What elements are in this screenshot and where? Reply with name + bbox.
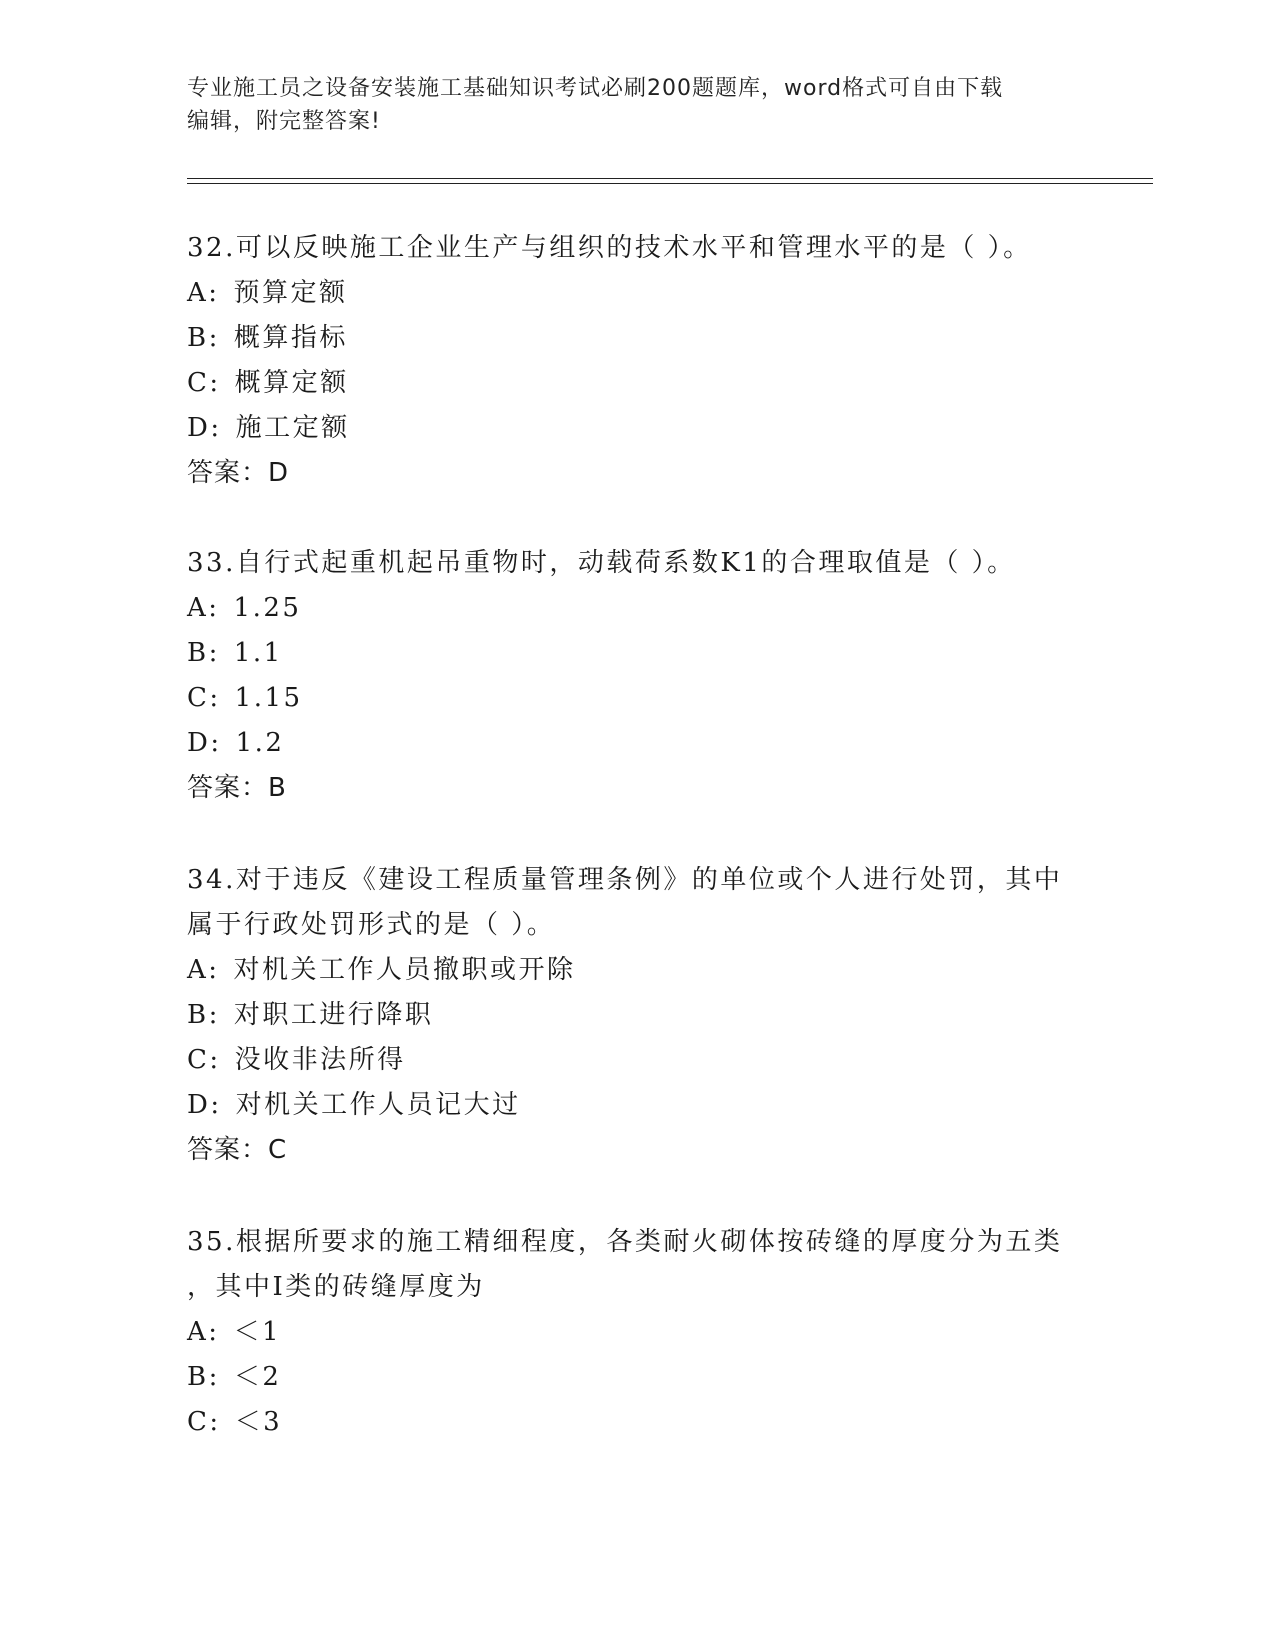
- option-key: C:: [187, 368, 221, 398]
- document-header: [187, 72, 1067, 138]
- question-34: [187, 858, 1087, 1173]
- option-a: [187, 948, 1087, 993]
- option-key: C:: [187, 1045, 221, 1075]
- option-c: [187, 676, 1087, 721]
- question-text-continued: ，其中Ⅰ类的砖缝厚度为: [187, 1272, 485, 1302]
- answer-line: [187, 1128, 1087, 1173]
- option-key: D:: [187, 728, 222, 758]
- option-text: ＜2: [233, 1362, 282, 1392]
- answer-line: [187, 766, 1087, 811]
- question-text: 35.根据所要求的施工精细程度，各类耐火砌体按砖缝的厚度分为五类: [187, 1227, 1063, 1257]
- option-key: B:: [187, 1000, 220, 1030]
- option-a: [187, 271, 1087, 316]
- question-text-continued: 属于行政处罚形式的是（ ）。: [187, 910, 556, 940]
- option-key: A:: [187, 1317, 220, 1347]
- option-text: ＜3: [234, 1407, 283, 1437]
- header-divider-bottom: [187, 183, 1153, 184]
- question-32: [187, 226, 1087, 496]
- option-text: 概算指标: [233, 323, 348, 353]
- option-b: [187, 316, 1087, 361]
- question-text: 34.对于违反《建设工程质量管理条例》的单位或个人进行处罚，其中: [187, 865, 1063, 895]
- option-text: 对职工进行降职: [233, 1000, 434, 1030]
- option-text: 施工定额: [235, 413, 350, 443]
- question-text: 32.可以反映施工企业生产与组织的技术水平和管理水平的是（ ）。: [187, 233, 1032, 263]
- option-text: 1.1: [233, 638, 283, 668]
- option-key: D:: [187, 1090, 222, 1120]
- option-text: 概算定额: [234, 368, 349, 398]
- answer-value: B: [268, 773, 287, 803]
- option-c: [187, 1038, 1087, 1083]
- question-text: 33.自行式起重机起吊重物时，动载荷系数K1的合理取值是（ ）。: [187, 548, 1016, 578]
- question-35: [187, 1220, 1087, 1445]
- option-key: C:: [187, 1407, 221, 1437]
- option-key: B:: [187, 323, 220, 353]
- header-divider-top: [187, 178, 1153, 179]
- option-text: 对机关工作人员记大过: [235, 1090, 521, 1120]
- option-key: D:: [187, 413, 222, 443]
- option-key: B:: [187, 1362, 220, 1392]
- option-d: [187, 406, 1087, 451]
- answer-label: 答案：: [187, 1135, 269, 1165]
- answer-label: 答案：: [187, 773, 269, 803]
- question-33: [187, 541, 1087, 811]
- option-key: A:: [187, 278, 220, 308]
- answer-line: [187, 451, 1087, 496]
- option-text: 对机关工作人员撤职或开除: [233, 955, 576, 985]
- option-b: [187, 631, 1087, 676]
- option-b: [187, 993, 1087, 1038]
- option-key: B:: [187, 638, 220, 668]
- header-line-2: 编辑，附完整答案!: [187, 109, 381, 134]
- option-a: [187, 586, 1087, 631]
- answer-value: C: [268, 1135, 288, 1165]
- header-line-1: 专业施工员之设备安装施工基础知识考试必刷200题题库，word格式可自由下载: [187, 76, 1004, 101]
- option-c: [187, 1400, 1087, 1445]
- option-key: A:: [187, 593, 220, 623]
- option-text: 1.2: [235, 728, 285, 758]
- answer-value: D: [268, 458, 290, 488]
- option-c: [187, 361, 1087, 406]
- option-text: 1.25: [233, 593, 302, 623]
- option-d: [187, 1083, 1087, 1128]
- option-b: [187, 1355, 1087, 1400]
- option-a: [187, 1310, 1087, 1355]
- option-text: ＜1: [233, 1317, 282, 1347]
- option-key: A:: [187, 955, 220, 985]
- answer-label: 答案：: [187, 458, 269, 488]
- option-text: 预算定额: [233, 278, 348, 308]
- option-text: 没收非法所得: [234, 1045, 406, 1075]
- option-key: C:: [187, 683, 221, 713]
- option-text: 1.15: [234, 683, 303, 713]
- option-d: [187, 721, 1087, 766]
